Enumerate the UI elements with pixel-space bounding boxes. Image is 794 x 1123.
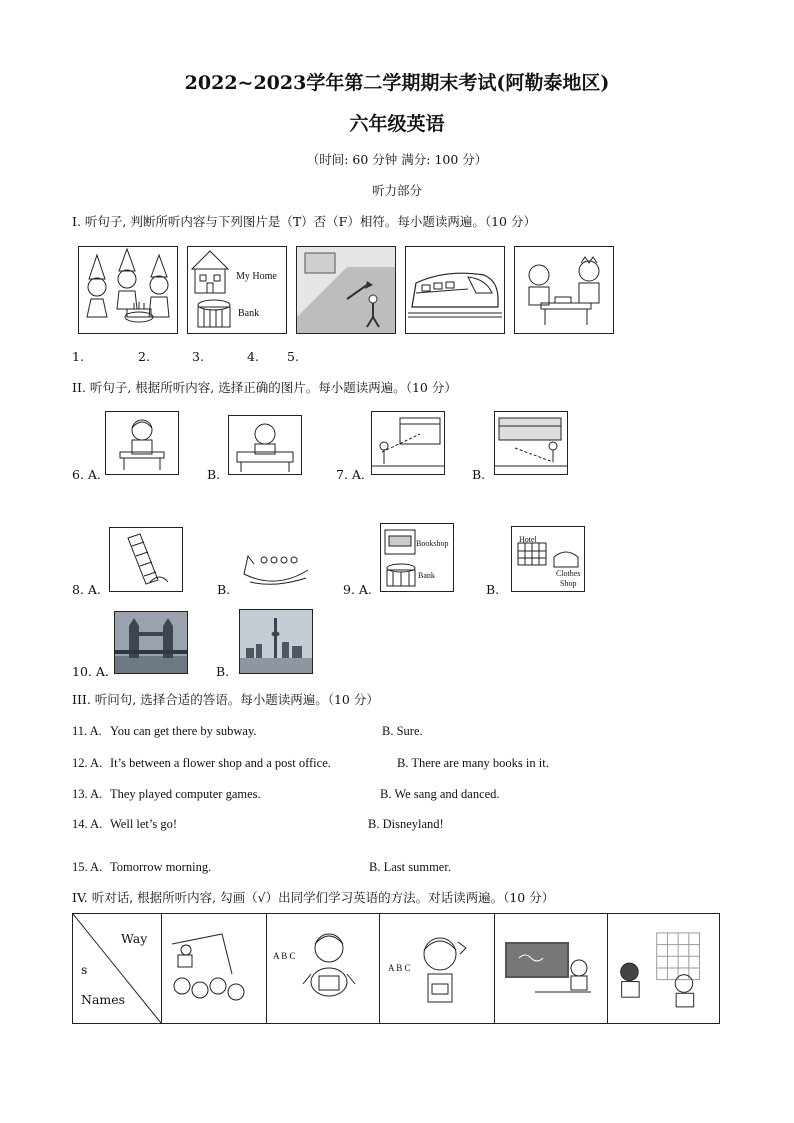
section-heading: 听力部分 bbox=[371, 183, 422, 198]
train-picture bbox=[405, 246, 505, 334]
part3-instruction: III. 听问句, 选择合适的答语。每小题读两遍。（10 分） bbox=[72, 692, 379, 707]
home-and-bank-picture bbox=[187, 246, 287, 334]
kids-drawing-picture bbox=[514, 246, 614, 334]
bank-label-q9: Bank bbox=[418, 571, 435, 580]
boy-writing-picture bbox=[228, 415, 302, 475]
cn-tower-skyline-picture bbox=[239, 609, 313, 674]
part1-number-4: 4. bbox=[247, 349, 259, 364]
q9-option-b: B. bbox=[486, 582, 500, 597]
learning-methods-table bbox=[72, 913, 720, 1024]
exam-subtitle: 六年级英语 bbox=[349, 113, 445, 135]
q9-option-a: 9. A. bbox=[343, 582, 372, 597]
abc-label-2: A B C bbox=[388, 963, 411, 973]
clothes-label: Clothes bbox=[556, 569, 581, 578]
leaning-tower-picture bbox=[109, 527, 183, 592]
boy-singing-picture bbox=[267, 914, 379, 1019]
q7-option-a: 7. A. bbox=[336, 467, 365, 482]
walking-to-building-picture bbox=[296, 246, 396, 334]
kids-talking-picture bbox=[608, 912, 719, 1021]
part2-instruction: II. 听句子, 根据所听内容, 选择正确的图片。每小题读两遍。（10 分） bbox=[72, 380, 457, 395]
my-home-label: My Home bbox=[236, 271, 277, 282]
q11-option-a: You can get there by subway. bbox=[110, 724, 257, 738]
birthday-party-picture bbox=[78, 246, 178, 334]
part1-number-3: 3. bbox=[192, 349, 204, 364]
method-cell-reading-abc bbox=[380, 914, 495, 1024]
q12-number: 12. A. bbox=[72, 756, 103, 770]
q15-option-a: Tomorrow morning. bbox=[110, 860, 212, 874]
q13-option-a: They played computer games. bbox=[110, 787, 261, 801]
street-direction-b-picture bbox=[494, 411, 568, 475]
q14-option-b: B. Disneyland! bbox=[368, 817, 444, 831]
q13-option-b: B. We sang and danced. bbox=[380, 787, 500, 801]
q14-option-a: Well let’s go! bbox=[110, 817, 178, 831]
part1-number-1: 1. bbox=[72, 349, 84, 364]
bookshop-and-bank-picture bbox=[380, 523, 454, 592]
header-s: s bbox=[81, 962, 88, 977]
table-header-cell bbox=[73, 914, 162, 1024]
dragon-boat-picture bbox=[240, 530, 312, 590]
method-cell-computer bbox=[495, 914, 608, 1024]
hotel-label: Hotel bbox=[519, 535, 537, 544]
abc-label-1: A B C bbox=[273, 951, 296, 961]
q6-option-b: B. bbox=[207, 467, 221, 482]
method-cell-talking bbox=[608, 914, 720, 1024]
exam-meta: （时间: 60 分钟 满分: 100 分） bbox=[306, 152, 488, 167]
method-cell-singing-abc bbox=[267, 914, 380, 1024]
method-cell-watching-tv bbox=[162, 914, 267, 1024]
street-direction-a-picture bbox=[371, 411, 445, 475]
q7-option-b: B. bbox=[472, 467, 486, 482]
part4-instruction: IV. 听对话, 根据所听内容, 勾画（√）出同学们学习英语的方法。对话读两遍。（10 分） bbox=[72, 890, 555, 905]
q8-option-b: B. bbox=[217, 582, 231, 597]
computer-lesson-picture bbox=[495, 914, 607, 1019]
q13-number: 13. A. bbox=[72, 787, 103, 801]
bank-label: Bank bbox=[238, 308, 260, 319]
girl-at-desk-picture bbox=[105, 411, 179, 475]
q10-option-b: B. bbox=[216, 664, 230, 679]
tower-bridge-picture bbox=[114, 611, 188, 674]
watching-tv-picture bbox=[162, 914, 266, 1019]
q15-option-b: B. Last summer. bbox=[369, 860, 451, 874]
bookshop-label: Bookshop bbox=[416, 539, 449, 548]
q12-option-b: B. There are many books in it. bbox=[397, 756, 549, 770]
part1-number-2: 2. bbox=[138, 349, 150, 364]
q10-option-a: 10. A. bbox=[72, 664, 109, 679]
exam-title: 2022~2023学年第二学期期末考试(阿勒泰地区) bbox=[184, 72, 610, 94]
q14-number: 14. A. bbox=[72, 817, 103, 831]
part1-instruction: I. 听句子, 判断所听内容与下列图片是（T）否（F）相符。每小题读两遍。（10 分） bbox=[72, 214, 536, 229]
shop-label: Shop bbox=[560, 579, 577, 588]
q12-option-a: It’s between a flower shop and a post office. bbox=[110, 756, 331, 770]
q15-number: 15. A. bbox=[72, 860, 103, 874]
header-names: Names bbox=[81, 992, 126, 1007]
q8-option-a: 8. A. bbox=[72, 582, 101, 597]
part1-number-5: 5. bbox=[287, 349, 299, 364]
header-way: Way bbox=[121, 931, 148, 946]
q6-option-a: 6. A. bbox=[72, 467, 101, 482]
q11-number: 11. A. bbox=[72, 724, 102, 738]
q11-option-b: B. Sure. bbox=[382, 724, 423, 738]
